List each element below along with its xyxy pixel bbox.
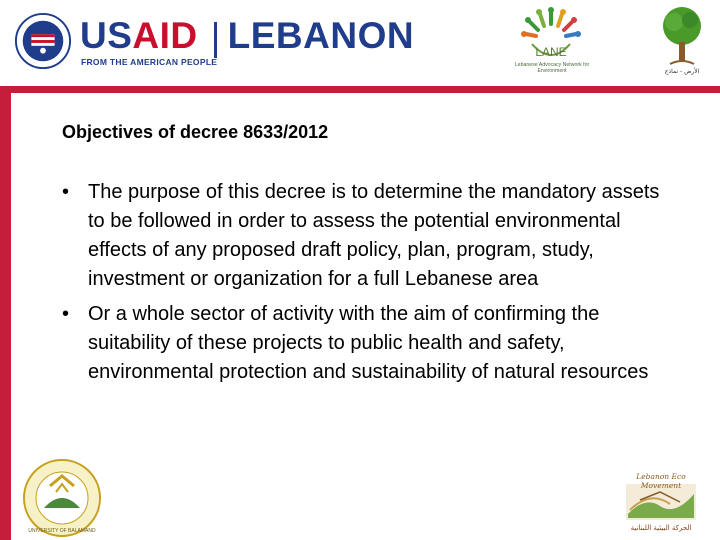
header-red-bar: [0, 86, 720, 93]
tree-caption: الأرض - نماذج: [664, 68, 700, 75]
bullet-item: [62, 300, 662, 387]
header-banner: [0, 0, 720, 86]
lane-caption: Lebanese Advocacy Network for Environment: [514, 62, 590, 74]
svg-text:UNIVERSITY OF BALAMAND: UNIVERSITY OF BALAMAND: [28, 528, 96, 534]
bullet-list: [62, 178, 662, 393]
left-red-stripe: [0, 93, 11, 540]
university-logo-icon: [22, 458, 102, 538]
eco-movement-title: Lebanon Eco Movement: [636, 472, 686, 490]
usaid-seal-icon: [14, 12, 72, 70]
usaid-us: US: [80, 15, 133, 56]
bullet-text: The purpose of this decree is to determine the mandatory assets to be followed in order to assess the potential environmental effects of any proposed draft policy, plan, program, study, investment or organization for a full Lebanese area: [88, 181, 660, 290]
tree-logo-icon: [652, 4, 712, 74]
bullet-item: [62, 178, 662, 294]
wordmark-divider: [214, 22, 217, 58]
country-name: LEBANON: [227, 15, 415, 56]
usaid-wordmark: [80, 16, 414, 56]
usaid-tagline: FROM THE AMERICAN PEOPLE: [81, 57, 218, 67]
lane-wordmark: LANE: [535, 45, 567, 59]
bullet-icon: •: [62, 303, 70, 325]
bullet-text: Or a whole sector of activity with the aim of confirming the suitability of these projects to public health and safety, environmental protection and sustainability of natural resources: [88, 303, 649, 383]
usaid-aid: AID: [132, 15, 198, 56]
bullet-icon: •: [62, 181, 70, 203]
eco-movement-caption: الحركة البيئية اللبنانية: [630, 524, 692, 532]
slide-title: Objectives of decree 8633/2012: [62, 122, 329, 142]
